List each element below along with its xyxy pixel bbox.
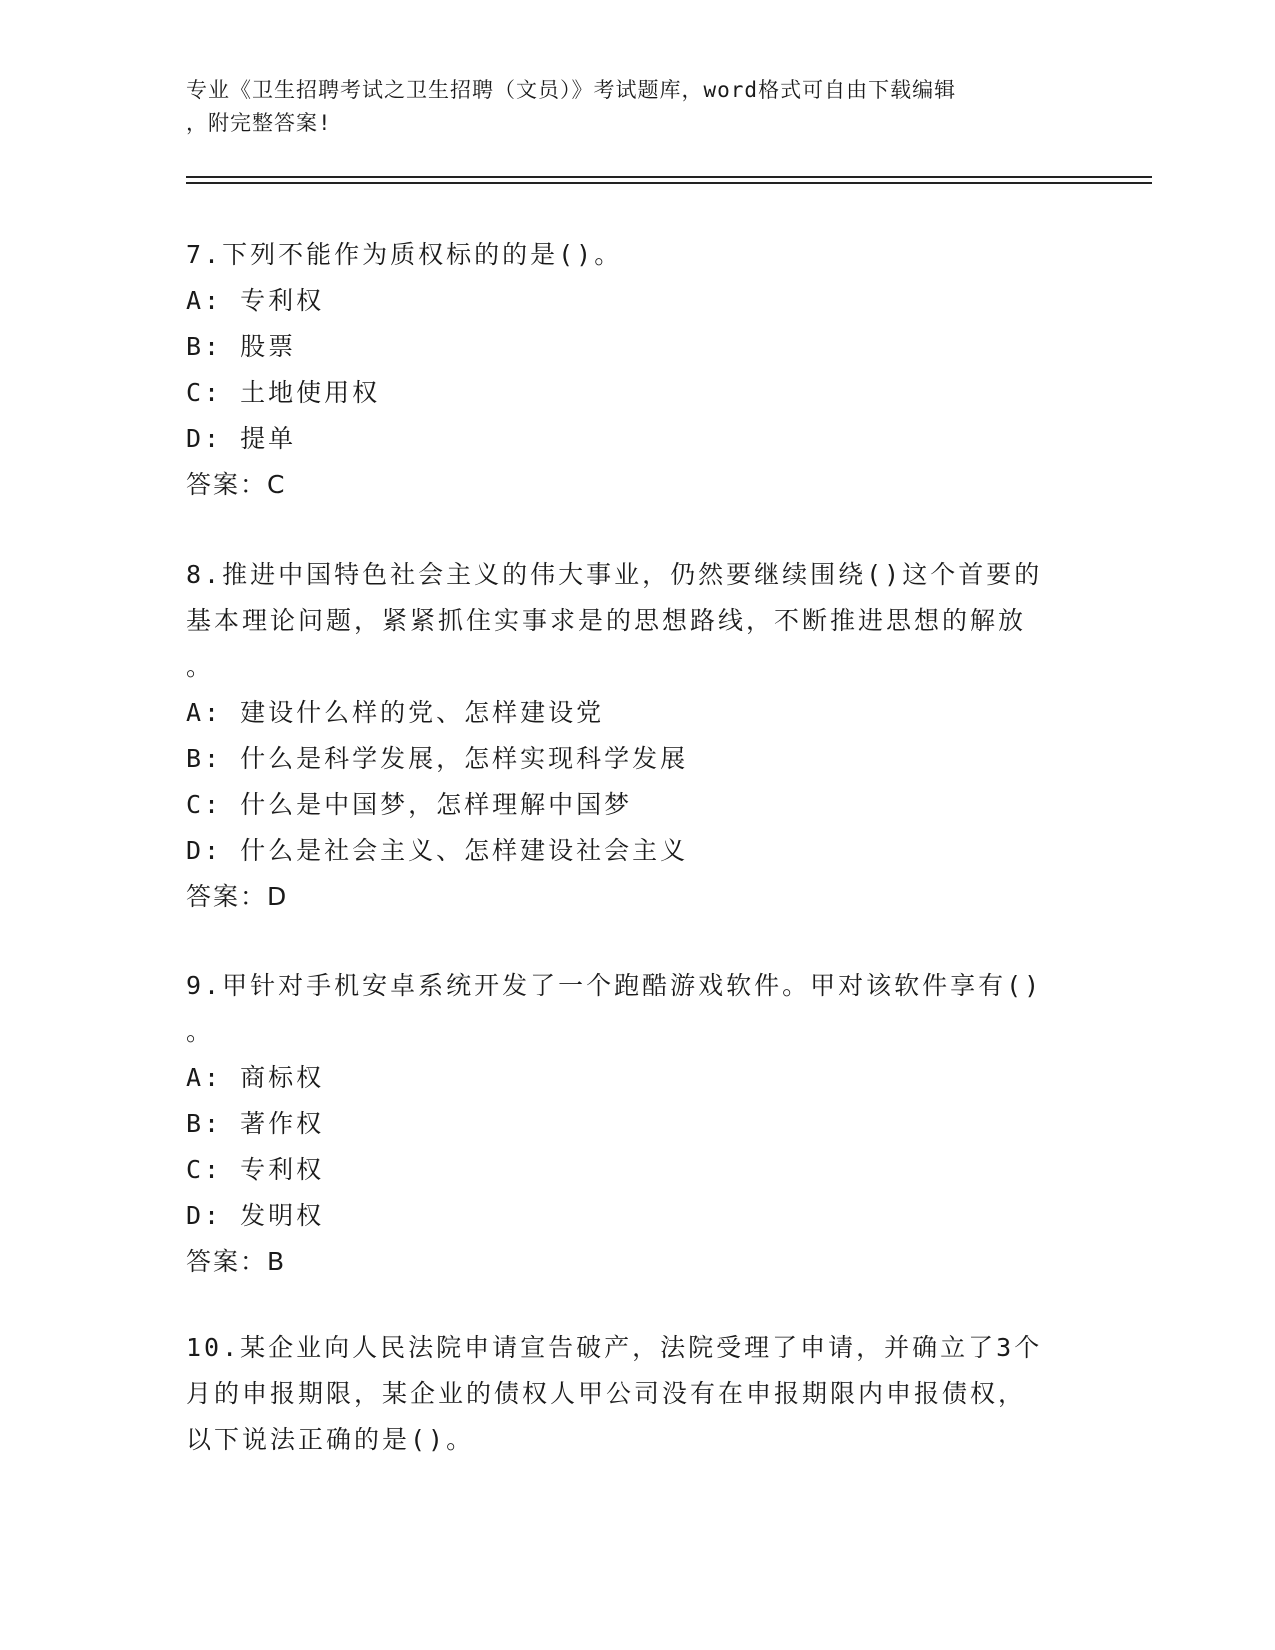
answer: 答案：B — [186, 1247, 287, 1276]
question-stem-line-2: 。 — [186, 1017, 215, 1046]
option-d: D: 提单 — [186, 424, 297, 453]
option-d: D: 什么是社会主义、怎样建设社会主义 — [186, 836, 689, 865]
question-stem-line-1: 9.甲针对手机安卓系统开发了一个跑酷游戏软件。甲对该软件享有() — [186, 971, 1043, 1000]
question-stem-line-2: 月的申报期限，某企业的债权人甲公司没有在申报期限内申报债权， — [186, 1379, 1027, 1408]
option-c: C: 土地使用权 — [186, 378, 381, 407]
question-stem-line-1: 10.某企业向人民法院申请宣告破产，法院受理了申请，并确立了3个 — [186, 1333, 1043, 1362]
option-a: A: 商标权 — [186, 1063, 325, 1092]
option-c: C: 专利权 — [186, 1155, 325, 1184]
question-stem-line-3: 。 — [186, 652, 215, 681]
option-d: D: 发明权 — [186, 1201, 325, 1230]
answer: 答案：D — [186, 882, 289, 911]
question-10 — [186, 1325, 1066, 1463]
question-stem-line-3: 以下说法正确的是()。 — [186, 1425, 475, 1454]
question-stem: 7.下列不能作为质权标的的是()。 — [186, 240, 623, 269]
option-b: B: 著作权 — [186, 1109, 325, 1138]
header-divider-bottom — [186, 182, 1152, 184]
question-stem-line-2: 基本理论问题，紧紧抓住实事求是的思想路线，不断推进思想的解放 — [186, 606, 1027, 635]
header-divider-top — [186, 176, 1152, 178]
option-a: A: 建设什么样的党、怎样建设党 — [186, 698, 605, 727]
option-b: B: 什么是科学发展，怎样实现科学发展 — [186, 744, 689, 773]
header-line-2: ，附完整答案! — [186, 111, 332, 135]
option-a: A: 专利权 — [186, 286, 325, 315]
option-c: C: 什么是中国梦，怎样理解中国梦 — [186, 790, 633, 819]
question-stem-line-1: 8.推进中国特色社会主义的伟大事业，仍然要继续围绕()这个首要的 — [186, 560, 1043, 589]
option-b: B: 股票 — [186, 332, 297, 361]
document-header — [186, 74, 1066, 140]
question-8 — [186, 552, 1066, 920]
question-9 — [186, 963, 1066, 1285]
answer: 答案：C — [186, 470, 287, 499]
header-line-1: 专业《卫生招聘考试之卫生招聘（文员）》考试题库，word格式可自由下载编辑 — [186, 78, 957, 102]
question-7 — [186, 232, 1066, 508]
